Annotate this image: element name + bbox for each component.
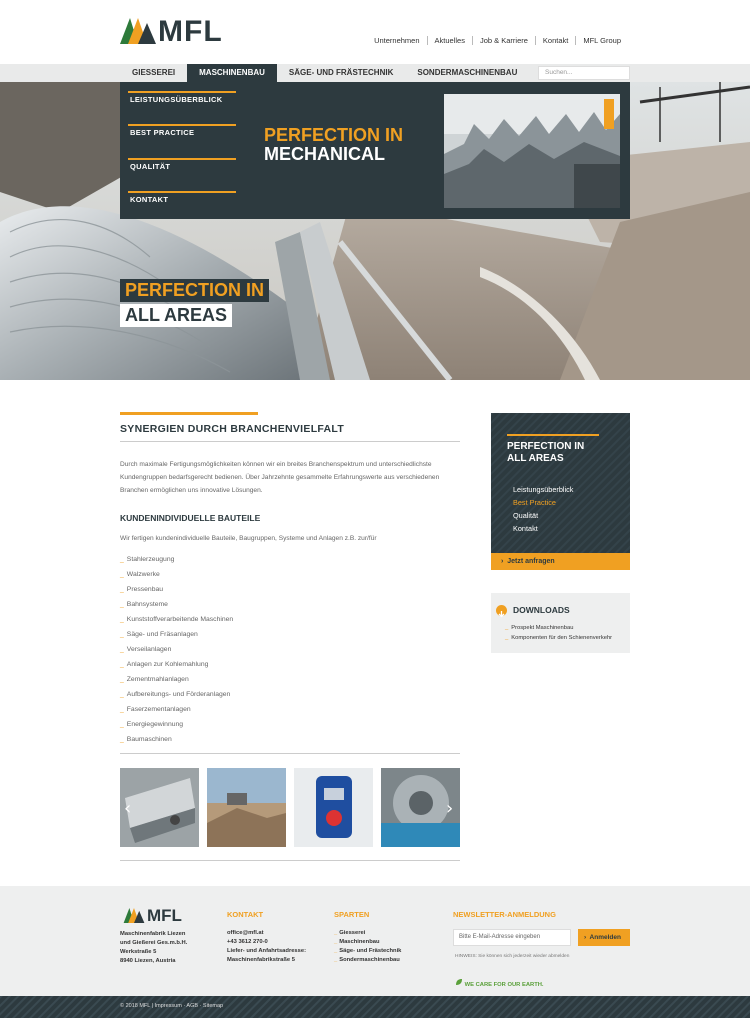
maschinenbau-dropdown-menu (120, 82, 630, 219)
footer-kontakt: office@mfl.at +43 3612 270-0 Liefer- und Anfahrtsadresse: Maschinenfabrikstraße 5 (227, 930, 307, 963)
list-item: _ Aufbereitungs- und Förderanlagen (120, 691, 231, 698)
list-item: _ Anlagen zur Kohlemahlung (120, 661, 209, 668)
dropdown-divider (128, 91, 236, 93)
download-icon (496, 605, 507, 616)
hero-claim-line1: PERFECTION IN (120, 279, 269, 302)
logo-text: MFL (158, 15, 223, 48)
nav-giesserei[interactable]: GIESSEREI (132, 68, 176, 77)
chevron-right-icon: › (501, 558, 504, 565)
bottom-bar (0, 996, 750, 1018)
list-item: _ Bahnsysteme (120, 601, 168, 608)
leaf-icon (455, 978, 463, 986)
dropdown-title-line1: PERFECTION IN (264, 125, 404, 145)
sidebar-accent-rule (507, 434, 599, 436)
dropdown-link-best-practice[interactable]: BEST PRACTICE (130, 128, 195, 137)
dropdown-link-kontakt[interactable]: KONTAKT (130, 195, 169, 204)
phone-link[interactable]: +43 3612 270-0 (227, 939, 268, 945)
topnav-unternehmen[interactable]: Unternehmen (374, 36, 420, 45)
sidebar-links (513, 485, 573, 537)
newsletter-title: NEWSLETTER-ANMELDUNG (453, 910, 556, 919)
blue-machine-image (294, 768, 373, 847)
section-text: Wir fertigen kundenindividuelle Bauteile, Baugruppen, Systeme und Anlagen z.B. zur/für (120, 535, 377, 542)
topnav-aktuelles[interactable]: Aktuelles (427, 36, 472, 45)
logo[interactable] (120, 15, 240, 48)
intro-text: Durch maximale Fertigungsmöglichkeiten können wir ein breites Branchenspektrum und unterschiedlichste Kundengruppen bedarfsgerecht bedienen. Über Jahrzehnte gesammelte Erfahrungswerte aus verschiedenen Branchen ermöglichen uns innovative Lösungen. (120, 461, 440, 494)
main-content (120, 412, 460, 751)
sidebar-item-best-practice[interactable]: Best Practice (513, 498, 556, 507)
newsletter-note: HINWEIS: Sie können sich jederzeit wieder abmelden (455, 954, 570, 959)
page-title: SYNERGIEN DURCH BRANCHENVIELFALT (120, 423, 345, 435)
gear-icon (444, 94, 620, 208)
footer-kontakt-title: KONTAKT (227, 910, 264, 919)
image-gallery (120, 753, 460, 861)
nav-maschinenbau[interactable]: MASCHINENBAU (187, 64, 277, 82)
downloads-title: DOWNLOADS (513, 605, 570, 615)
newsletter-subscribe-button[interactable]: › Anmelden (578, 929, 630, 946)
search-input[interactable]: Suchen... (538, 66, 630, 80)
download-link[interactable]: _ Prospekt Maschinenbau (505, 625, 574, 631)
machine-part-image (120, 768, 199, 847)
top-navigation (367, 36, 628, 45)
logo-mark-icon (123, 908, 145, 923)
footer-sparten (334, 929, 401, 965)
footer-sparten-title: SPARTEN (334, 910, 370, 919)
downloads-box (491, 593, 630, 653)
list-item: _ Stahlerzeugung (120, 556, 175, 563)
stripe-pattern (0, 996, 750, 1018)
gallery-thumb[interactable] (294, 768, 373, 847)
sidebar-item-qualitaet[interactable]: Qualität (513, 511, 539, 520)
download-link[interactable]: _ Komponenten für den Schienenverkehr (505, 635, 613, 641)
footer-logo[interactable]: MFL (123, 908, 145, 927)
list-item: _ Zementmahlanlagen (120, 676, 189, 683)
nav-sondermaschinenbau[interactable]: SONDERMASCHINENBAU (417, 68, 518, 77)
list-item: _ Faserzementanlagen (120, 706, 191, 713)
dropdown-link-leistungsueberblick[interactable]: LEISTUNGSÜBERBLICK (130, 95, 223, 104)
logo-mark-icon (120, 18, 156, 44)
dropdown-title-line2: MECHANICAL (264, 144, 385, 164)
footer-link-giesserei[interactable]: _ Giesserei (334, 930, 366, 936)
footer-link-saege[interactable]: _ Säge- und Frästechnik (334, 948, 402, 954)
copyright-links[interactable]: © 2018 MFL | Impressum · AGB · Sitemap (120, 1003, 224, 1009)
heading-divider (120, 441, 460, 442)
list-item: _ Verseilanlagen (120, 646, 172, 653)
chevron-right-icon: › (584, 934, 587, 941)
list-item: _ Säge- und Fräsanlagen (120, 631, 198, 638)
downloads-list (505, 625, 612, 645)
list-item: _ Baumaschinen (120, 736, 172, 743)
footer-address: Maschinenfabrik Liezen und Gießerei Ges.m.b.H. Werkstraße 5 8940 Liezen, Austria (120, 931, 188, 964)
nav-saege-fraestechnik[interactable]: SÄGE- UND FRÄSTECHNIK (288, 68, 394, 77)
quarry-image (207, 768, 286, 847)
gear-image (444, 94, 620, 208)
list-item: _ Kunststoffverarbeitende Maschinen (120, 616, 234, 623)
gallery-next-icon[interactable]: › (446, 798, 454, 819)
section-title: KUNDENINDIVIDUELLE BAUTEILE (120, 513, 261, 523)
site-footer (0, 886, 750, 996)
list-item: _ Pressenbau (120, 586, 164, 593)
main-navigation (0, 64, 750, 82)
gallery-thumb[interactable] (207, 768, 286, 847)
email-link[interactable]: office@mfl.at (227, 930, 264, 936)
sidebar-item-leistungsueberblick[interactable]: Leistungsüberblick (513, 485, 574, 494)
topnav-kontakt[interactable]: Kontakt (535, 36, 575, 45)
topnav-job-karriere[interactable]: Job & Karriere (472, 36, 535, 45)
topnav-mfl-group[interactable]: MFL Group (575, 36, 628, 45)
list-item: _ Walzwerke (120, 571, 160, 578)
dropdown-divider (128, 124, 236, 126)
heading-accent-rule (120, 412, 258, 415)
dropdown-divider (128, 191, 236, 193)
sidebar-item-kontakt[interactable]: Kontakt (513, 524, 538, 533)
hero-claim (120, 279, 269, 327)
newsletter-email-input[interactable]: Bitte E-Mail-Adresse eingeben (453, 929, 571, 946)
inquiry-button[interactable]: › Jetzt anfragen (491, 553, 630, 570)
dropdown-title (264, 126, 403, 164)
earth-claim: WE CARE FOR OUR EARTH. (455, 978, 544, 988)
dropdown-link-qualitaet[interactable]: QUALITÄT (130, 162, 171, 171)
dropdown-divider (128, 158, 236, 160)
sidebar-title: PERFECTION IN ALL AREAS (507, 441, 585, 464)
footer-link-maschinenbau[interactable]: _ Maschinenbau (334, 939, 380, 945)
gallery-prev-icon[interactable]: ‹ (124, 798, 132, 819)
list-item: _ Energiegewinnung (120, 721, 184, 728)
footer-link-sondermaschinenbau[interactable]: _ Sondermaschinenbau (334, 957, 400, 963)
gallery-thumb[interactable] (120, 768, 199, 847)
industry-list (120, 556, 460, 751)
sidebar-teaser (491, 413, 630, 570)
site-header (0, 0, 750, 64)
hero-claim-line2: ALL AREAS (120, 304, 232, 327)
